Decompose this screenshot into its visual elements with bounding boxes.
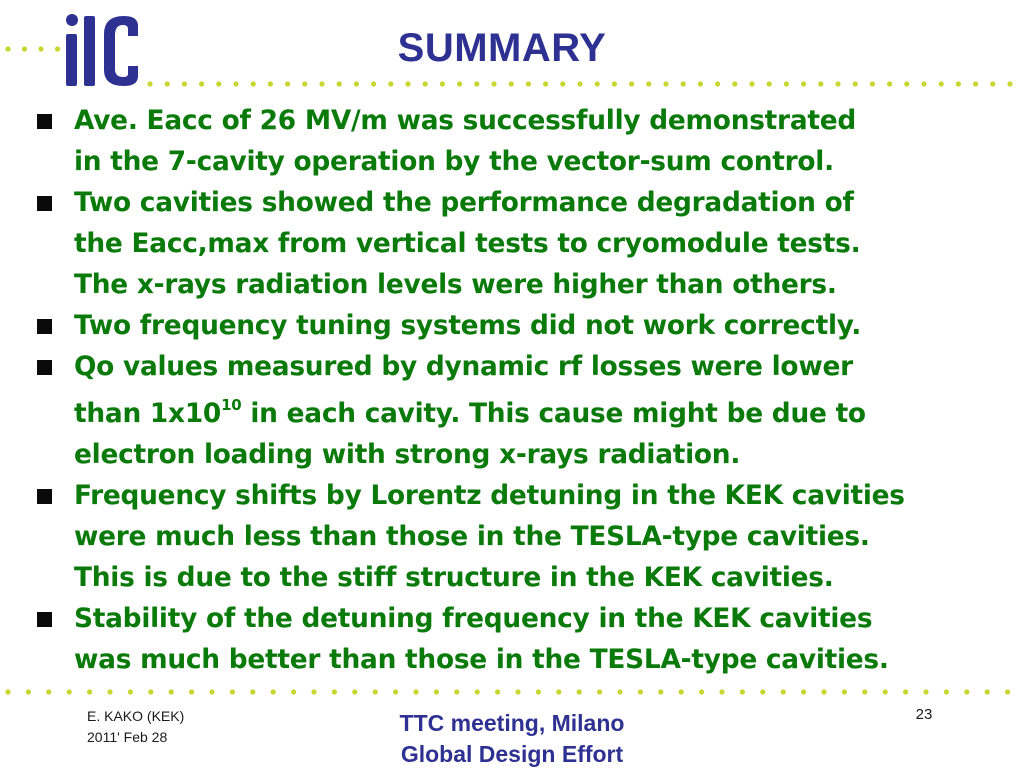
decorative-dot: [784, 81, 789, 86]
decorative-dot: [440, 81, 445, 86]
decorative-dot: [189, 689, 194, 694]
decorative-dot: [268, 81, 273, 86]
decorative-dot: [233, 81, 238, 86]
decorative-dot: [821, 689, 826, 694]
decorative-dot: [302, 81, 307, 86]
summary-bullet-list: [32, 100, 1017, 680]
summary-bullet: [32, 598, 1017, 680]
exponent-superscript: 10: [221, 396, 242, 414]
square-bullet-icon: [37, 612, 52, 627]
decorative-dot: [536, 689, 541, 694]
summary-bullet: [32, 182, 1017, 305]
decorative-dot: [956, 81, 961, 86]
decorative-dot: [973, 81, 978, 86]
bullet-text-line: were much less than those in the TESLA-type cavities.: [74, 520, 870, 552]
decorative-dot: [597, 689, 602, 694]
summary-bullet: [32, 100, 1017, 182]
decorative-dot: [1005, 689, 1010, 694]
decorative-dot: [595, 81, 600, 86]
decorative-dot: [26, 689, 31, 694]
decorative-dot: [319, 81, 324, 86]
decorative-dot: [291, 689, 296, 694]
decorative-dot: [107, 689, 112, 694]
decorative-dot: [169, 689, 174, 694]
bullet-text-line: the Eacc,max from vertical tests to cryomodule tests.: [74, 228, 861, 259]
bullet-text-line: Ave. Eacc of 26 MV/m was successfully demonstrated: [74, 105, 857, 136]
bullet-text-line: Stability of the detuning frequency in the KEK cavities: [74, 602, 873, 634]
decorative-dot: [337, 81, 342, 86]
decorative-dot: [352, 689, 357, 694]
decorative-dot: [760, 689, 765, 694]
decorative-dot: [271, 689, 276, 694]
decorative-dot: [862, 689, 867, 694]
decorative-dot: [923, 689, 928, 694]
decorative-dot: [388, 81, 393, 86]
decorative-dot: [250, 689, 255, 694]
decorative-dot: [560, 81, 565, 86]
decorative-dot: [719, 689, 724, 694]
decorative-dot: [434, 689, 439, 694]
decorative-dot: [405, 81, 410, 86]
footer-meeting-block: [312, 708, 712, 770]
decorative-dot: [612, 81, 617, 86]
decorative-dot: [495, 689, 500, 694]
decorative-dot: [835, 81, 840, 86]
decorative-dot: [577, 81, 582, 86]
decorative-dot: [921, 81, 926, 86]
summary-bullet: [32, 305, 1017, 346]
decorative-dot: [556, 689, 561, 694]
decorative-dot: [740, 689, 745, 694]
decorative-dot: [818, 81, 823, 86]
bullet-text-segment: than 1x10: [74, 397, 222, 429]
decorative-dot-row-bottom: [0, 684, 1024, 700]
decorative-dot: [577, 689, 582, 694]
decorative-dot: [371, 81, 376, 86]
decorative-dot: [373, 689, 378, 694]
decorative-dot: [128, 689, 133, 694]
bullet-text-line: was much better than those in the TESLA-type cavities.: [74, 643, 889, 675]
bullet-text-line: electron loading with strong x-rays radiation.: [74, 438, 741, 470]
decorative-dot: [903, 689, 908, 694]
square-bullet-icon: [37, 360, 52, 375]
decorative-dot: [985, 689, 990, 694]
decorative-dot: [767, 81, 772, 86]
page-title: SUMMARY: [397, 26, 607, 70]
bullet-text-line: The x-rays radiation levels were higher than others.: [74, 269, 837, 300]
square-bullet-icon: [37, 489, 52, 504]
decorative-dot: [715, 81, 720, 86]
footer-author-block: [87, 706, 184, 748]
footer-organization: Global Design Effort: [400, 741, 624, 767]
decorative-dot: [285, 81, 290, 86]
footer-date: 2011' Feb 28: [87, 729, 168, 745]
decorative-dot: [663, 81, 668, 86]
decorative-dot: [883, 689, 888, 694]
decorative-dot: [543, 81, 548, 86]
decorative-dot: [944, 689, 949, 694]
decorative-dot: [887, 81, 892, 86]
decorative-dot: [251, 81, 256, 86]
decorative-dot: [413, 689, 418, 694]
decorative-dot: [230, 689, 235, 694]
decorative-dot: [870, 81, 875, 86]
bullet-text-line: Frequency shifts by Lorentz detuning in the KEK cavities: [74, 479, 905, 511]
decorative-dot: [457, 81, 462, 86]
decorative-dot: [515, 689, 520, 694]
decorative-dot: [698, 81, 703, 86]
decorative-dot: [509, 81, 514, 86]
decorative-dot: [781, 689, 786, 694]
square-bullet-icon: [37, 114, 52, 129]
decorative-dot: [629, 81, 634, 86]
decorative-dot: [699, 689, 704, 694]
page-number: 23: [915, 706, 933, 723]
decorative-dot: [964, 689, 969, 694]
bullet-text-line: Two cavities showed the performance degradation of: [74, 187, 854, 218]
decorative-dot: [199, 81, 204, 86]
decorative-dot: [67, 689, 72, 694]
footer-author: E. KAKO (KEK): [87, 708, 185, 724]
decorative-dot: [526, 81, 531, 86]
decorative-dot: [46, 689, 51, 694]
decorative-dot: [216, 81, 221, 86]
decorative-dot: [990, 81, 995, 86]
decorative-dot: [393, 689, 398, 694]
decorative-dot: [617, 689, 622, 694]
bullet-text-segment: in each cavity. This cause might be due to: [241, 397, 866, 429]
decorative-dot: [209, 689, 214, 694]
decorative-dot: [749, 81, 754, 86]
decorative-dot: [658, 689, 663, 694]
decorative-dot: [147, 81, 152, 86]
footer-meeting: TTC meeting, Milano: [399, 710, 625, 736]
decorative-dot: [474, 81, 479, 86]
decorative-dot: [681, 81, 686, 86]
decorative-dot: [646, 81, 651, 86]
decorative-dot: [732, 81, 737, 86]
decorative-dot: [801, 689, 806, 694]
decorative-dot: [638, 689, 643, 694]
decorative-dot: [491, 81, 496, 86]
decorative-dot: [801, 81, 806, 86]
decorative-dot: [475, 689, 480, 694]
decorative-dot: [332, 689, 337, 694]
decorative-dot: [423, 81, 428, 86]
decorative-dot: [5, 689, 10, 694]
decorative-dot: [87, 689, 92, 694]
decorative-dot: [853, 81, 858, 86]
decorative-dot: [842, 689, 847, 694]
summary-bullet: [32, 346, 1017, 475]
decorative-dot: [454, 689, 459, 694]
square-bullet-icon: [37, 319, 52, 334]
decorative-dot: [904, 81, 909, 86]
bullet-text-line: Two frequency tuning systems did not work correctly.: [74, 310, 862, 341]
decorative-dot: [939, 81, 944, 86]
bullet-text-line: Qo values measured by dynamic rf losses were lower: [74, 351, 853, 382]
decorative-dot: [679, 689, 684, 694]
bullet-text-line: in the 7-cavity operation by the vector-sum control.: [74, 146, 834, 177]
square-bullet-icon: [37, 196, 52, 211]
summary-bullet: [32, 475, 1017, 598]
decorative-dot: [148, 689, 153, 694]
decorative-dot: [165, 81, 170, 86]
decorative-dot: [354, 81, 359, 86]
decorative-dot: [182, 81, 187, 86]
bullet-text-line: This is due to the stiff structure in the KEK cavities.: [74, 561, 834, 593]
decorative-dot: [311, 689, 316, 694]
decorative-dot: [1007, 81, 1012, 86]
bullet-text-line: [74, 387, 1017, 434]
